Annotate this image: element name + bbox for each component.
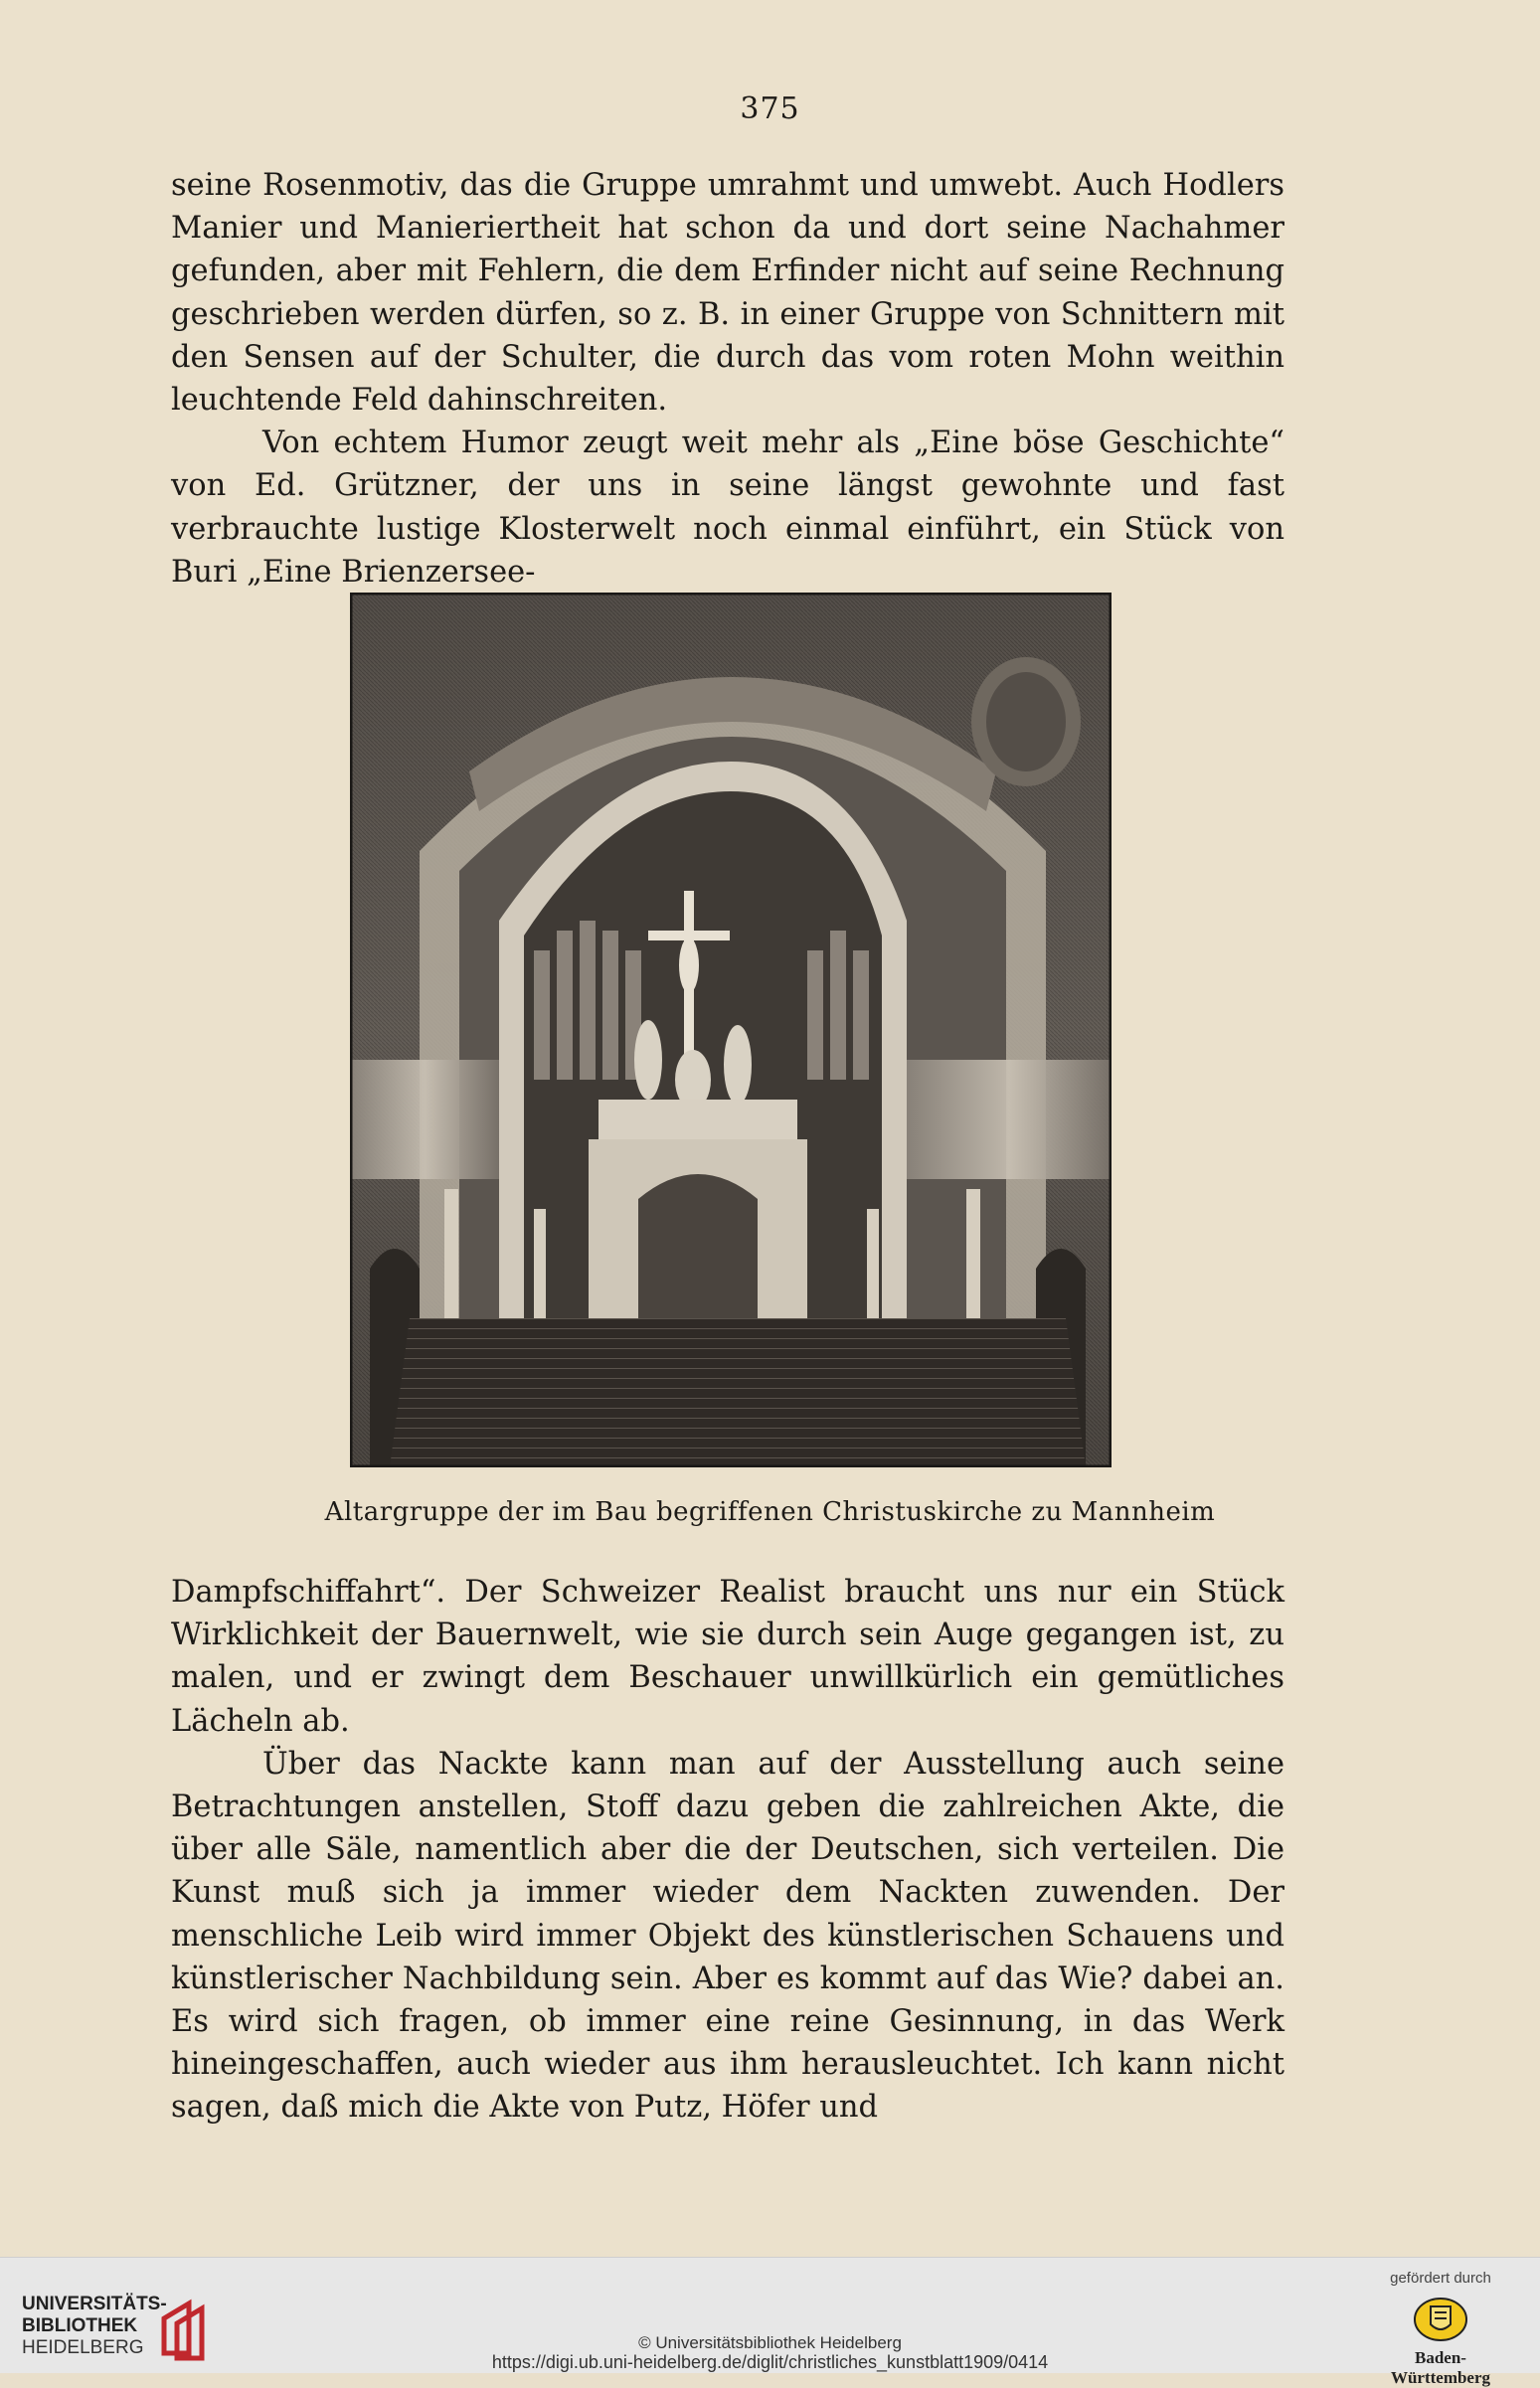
text-block-top [171,164,1284,594]
library-name-line: UNIVERSITÄTS- [22,2294,167,2314]
paragraph: seine Rosenmotiv, das die Gruppe umrahmt und umwebt. Auch Hodlers Manier und Manieriertheit hat schon da und dort seine Nachahmer gefunden, aber mit Fehlern, die dem Erfinder nicht auf seine Rechnung geschrieben werden dürfen, so z. B. in einer Gruppe von Schnittern mit den Sensen auf der Schulter, die durch das vom roten Mohn weithin leuchtende Feld dahinschreiten. [171,168,1284,419]
paragraph: Dampfschiffahrt“. Der Schweizer Realist braucht uns nur ein Stück Wirklichkeit der Bauernwelt, wie sie durch sein Auge gegangen ist, zu malen, und er zwingt dem Beschauer unwillkürlich ein gemütliches Lächeln ab. [171,1575,1284,1739]
text-block-bottom [171,1571,1284,2130]
library-name-line: BIBLIOTHEK [22,2315,138,2336]
paragraph: Von echtem Humor zeugt weit mehr als „Eine böse Geschichte“ von Ed. Grützner, der uns in seine längst gewohnte und fast verbrauchte lustige Klosterwelt noch einmal einführt, ein Stück von Buri „Eine Brienzersee- [171,426,1284,590]
page-number: 375 [740,91,800,126]
viewer-footer [0,2257,1540,2387]
funded-by-label: gefördert durch [1390,2270,1491,2287]
figure-caption: Altargruppe der im Bau begriffenen Christuskirche zu Mannheim [324,1497,1216,1527]
library-name-line: HEIDELBERG [22,2337,144,2358]
state-coat-of-arms-icon [1411,2295,1470,2344]
copyright-notice: © Universitätsbibliothek Heidelberg [638,2333,902,2352]
funding-notice [1366,2270,1515,2388]
permalink-url[interactable]: https://digi.ub.uni-heidelberg.de/diglit/christliches_kunstblatt1909/0414 [491,2352,1049,2372]
church-altar-illustration [350,593,1112,1467]
paragraph: Über das Nackte kann man auf der Ausstellung auch seine Betrachtungen anstellen, Stoff dazu geben die zahlreichen Akte, die über alle Säle, namentlich aber die der Deutschen, sich verteilen. Die Kunst muß sich ja immer wieder dem Nackten zuwenden. Der menschliche Leib wird immer Objekt des künstlerischen Schauens und künstlerischer Nachbildung sein. Aber es kommt auf das Wie? dabei an. Es wird sich fragen, ob immer eine reine Gesinnung, in das Werk hineingeschaffen, auch wieder aus ihm herausleuchtet. Ich kann nicht sagen, daß mich die Akte von Putz, Höfer und [171,1746,1284,2126]
funder-name: Baden-Württemberg [1390,2348,1491,2387]
